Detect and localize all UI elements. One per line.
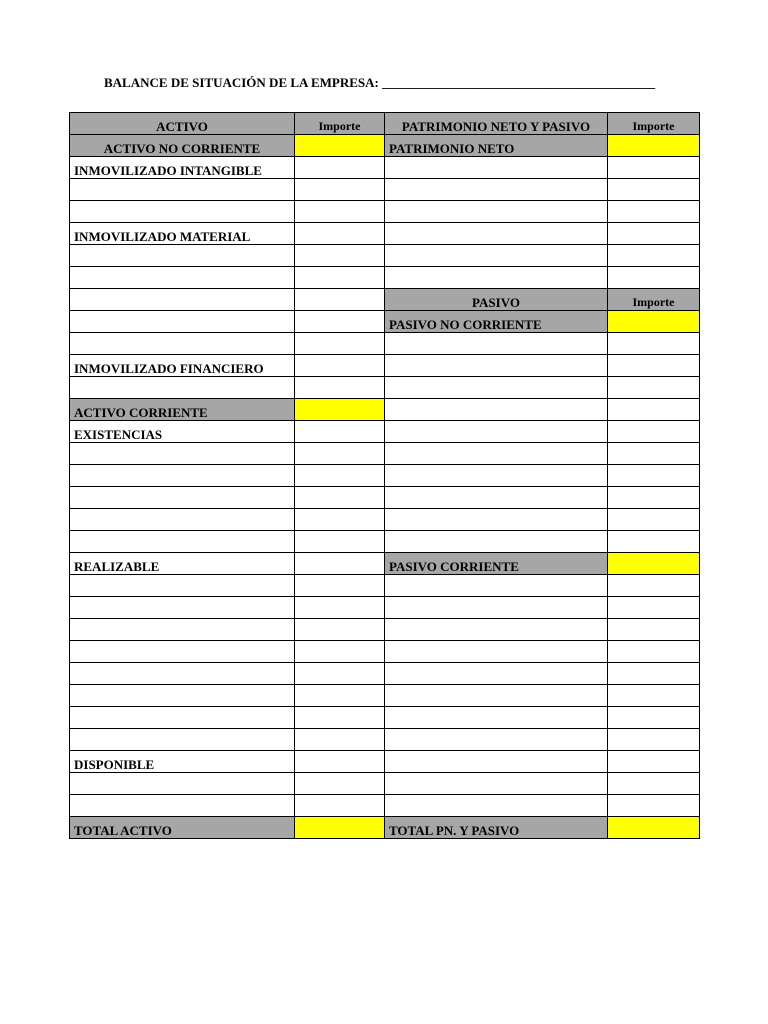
cell-empty[interactable] (70, 795, 295, 817)
cell-empty[interactable] (385, 531, 608, 553)
cell-empty[interactable] (295, 663, 385, 685)
cell-empty[interactable] (385, 487, 608, 509)
cell-empty[interactable] (608, 421, 700, 443)
cell-empty[interactable] (608, 641, 700, 663)
table-row (70, 245, 700, 267)
cell-empty[interactable] (608, 795, 700, 817)
cell-empty[interactable] (295, 443, 385, 465)
cell-empty[interactable] (295, 267, 385, 289)
cell-empty[interactable] (70, 201, 295, 223)
table-row (70, 113, 700, 135)
table-row (70, 135, 700, 157)
table-row (70, 355, 700, 377)
table-row (70, 795, 700, 817)
cell-empty[interactable] (385, 707, 608, 729)
table-row (70, 201, 700, 223)
cell-empty[interactable] (70, 707, 295, 729)
cell-empty[interactable] (295, 575, 385, 597)
table-row (70, 553, 700, 575)
cell-empty[interactable] (295, 201, 385, 223)
cell-empty[interactable] (608, 245, 700, 267)
cell-empty[interactable] (295, 355, 385, 377)
header-importe-pasivo: Importe (608, 289, 700, 311)
cell-empty[interactable] (385, 377, 608, 399)
table-row (70, 267, 700, 289)
importe-activo-corriente[interactable] (295, 399, 385, 421)
cell-empty[interactable] (608, 267, 700, 289)
cell-empty[interactable] (385, 267, 608, 289)
cell-empty[interactable] (295, 641, 385, 663)
section-activo-no-corriente: ACTIVO NO CORRIENTE (70, 135, 295, 157)
importe-patrimonio-neto[interactable] (608, 135, 700, 157)
cell-empty[interactable] (608, 751, 700, 773)
header-pasivo: PASIVO (385, 289, 608, 311)
label-disponible: DISPONIBLE (70, 751, 295, 773)
cell-empty[interactable] (70, 597, 295, 619)
cell-empty[interactable] (608, 509, 700, 531)
section-pasivo-no-corriente: PASIVO NO CORRIENTE (385, 311, 608, 333)
importe-activo-no-corriente[interactable] (295, 135, 385, 157)
label-existencias: EXISTENCIAS (70, 421, 295, 443)
cell-empty[interactable] (70, 465, 295, 487)
cell-empty[interactable] (608, 773, 700, 795)
cell-empty[interactable] (70, 575, 295, 597)
table-row (70, 377, 700, 399)
table-row (70, 509, 700, 531)
cell-empty[interactable] (608, 443, 700, 465)
cell-empty[interactable] (70, 333, 295, 355)
balance-table (69, 112, 700, 839)
cell-empty[interactable] (608, 179, 700, 201)
cell-empty[interactable] (385, 465, 608, 487)
cell-empty[interactable] (295, 773, 385, 795)
total-activo-importe[interactable] (295, 817, 385, 839)
table-row (70, 685, 700, 707)
cell-empty[interactable] (70, 487, 295, 509)
cell-empty[interactable] (385, 399, 608, 421)
table-row (70, 465, 700, 487)
cell-empty[interactable] (385, 157, 608, 179)
cell-empty[interactable] (608, 377, 700, 399)
label-realizable: REALIZABLE (70, 553, 295, 575)
cell-empty[interactable] (70, 179, 295, 201)
cell-empty[interactable] (70, 289, 295, 311)
cell-empty[interactable] (295, 157, 385, 179)
cell-empty[interactable] (385, 751, 608, 773)
label-inmovilizado-material: INMOVILIZADO MATERIAL (70, 223, 295, 245)
cell-empty[interactable] (385, 597, 608, 619)
cell-empty[interactable] (70, 267, 295, 289)
cell-empty[interactable] (295, 509, 385, 531)
table-row (70, 619, 700, 641)
cell-empty[interactable] (70, 685, 295, 707)
table-row (70, 179, 700, 201)
cell-empty[interactable] (608, 333, 700, 355)
header-importe-activo: Importe (295, 113, 385, 135)
cell-empty[interactable] (608, 685, 700, 707)
cell-empty[interactable] (608, 597, 700, 619)
cell-empty[interactable] (385, 663, 608, 685)
cell-empty[interactable] (385, 421, 608, 443)
cell-empty[interactable] (70, 619, 295, 641)
total-activo-label: TOTAL ACTIVO (70, 817, 295, 839)
cell-empty[interactable] (70, 531, 295, 553)
cell-empty[interactable] (295, 333, 385, 355)
cell-empty[interactable] (295, 553, 385, 575)
cell-empty[interactable] (385, 641, 608, 663)
cell-empty[interactable] (70, 641, 295, 663)
cell-empty[interactable] (70, 773, 295, 795)
cell-empty[interactable] (295, 531, 385, 553)
cell-empty[interactable] (385, 443, 608, 465)
table-row (70, 597, 700, 619)
cell-empty[interactable] (385, 179, 608, 201)
header-importe-pn: Importe (608, 113, 700, 135)
cell-empty[interactable] (295, 685, 385, 707)
cell-empty[interactable] (608, 619, 700, 641)
importe-pasivo-no-corriente[interactable] (608, 311, 700, 333)
cell-empty[interactable] (608, 465, 700, 487)
cell-empty[interactable] (70, 509, 295, 531)
cell-empty[interactable] (295, 421, 385, 443)
cell-empty[interactable] (608, 531, 700, 553)
table-row (70, 421, 700, 443)
cell-empty[interactable] (295, 795, 385, 817)
cell-empty[interactable] (385, 201, 608, 223)
cell-empty[interactable] (385, 619, 608, 641)
cell-empty[interactable] (608, 223, 700, 245)
label-inmovilizado-financiero: INMOVILIZADO FINANCIERO (70, 355, 295, 377)
cell-empty[interactable] (608, 355, 700, 377)
cell-empty[interactable] (608, 707, 700, 729)
cell-empty[interactable] (608, 157, 700, 179)
cell-empty[interactable] (385, 575, 608, 597)
total-pn-pasivo-importe[interactable] (608, 817, 700, 839)
table-row (70, 817, 700, 839)
cell-empty[interactable] (295, 729, 385, 751)
cell-empty[interactable] (385, 773, 608, 795)
table-row (70, 729, 700, 751)
table-row (70, 773, 700, 795)
table-row (70, 531, 700, 553)
page-title: BALANCE DE SITUACIÓN DE LA EMPRESA: __________________________________________ (104, 75, 656, 90)
cell-empty[interactable] (608, 487, 700, 509)
table-row (70, 487, 700, 509)
cell-empty[interactable] (295, 751, 385, 773)
section-activo-corriente: ACTIVO CORRIENTE (70, 399, 295, 421)
cell-empty[interactable] (608, 663, 700, 685)
label-inmovilizado-intangible: INMOVILIZADO INTANGIBLE (70, 157, 295, 179)
cell-empty[interactable] (70, 443, 295, 465)
cell-empty[interactable] (385, 729, 608, 751)
cell-empty[interactable] (295, 179, 385, 201)
cell-empty[interactable] (295, 223, 385, 245)
cell-empty[interactable] (295, 377, 385, 399)
cell-empty[interactable] (295, 311, 385, 333)
cell-empty[interactable] (70, 729, 295, 751)
table-row (70, 333, 700, 355)
table-row (70, 289, 700, 311)
cell-empty[interactable] (385, 795, 608, 817)
table-row (70, 157, 700, 179)
table-row (70, 399, 700, 421)
table-row (70, 575, 700, 597)
cell-empty[interactable] (608, 729, 700, 751)
cell-empty[interactable] (295, 597, 385, 619)
cell-empty[interactable] (385, 223, 608, 245)
section-pasivo-corriente: PASIVO CORRIENTE (385, 553, 608, 575)
header-pn-pasivo: PATRIMONIO NETO Y PASIVO (385, 113, 608, 135)
cell-empty[interactable] (385, 333, 608, 355)
cell-empty[interactable] (385, 355, 608, 377)
cell-empty[interactable] (608, 399, 700, 421)
cell-empty[interactable] (295, 245, 385, 267)
cell-empty[interactable] (385, 509, 608, 531)
table-row (70, 641, 700, 663)
cell-empty[interactable] (608, 201, 700, 223)
cell-empty[interactable] (608, 575, 700, 597)
cell-empty[interactable] (385, 245, 608, 267)
table-row (70, 707, 700, 729)
importe-pasivo-corriente[interactable] (608, 553, 700, 575)
cell-empty[interactable] (295, 707, 385, 729)
cell-empty[interactable] (70, 311, 295, 333)
cell-empty[interactable] (70, 245, 295, 267)
table-row (70, 443, 700, 465)
cell-empty[interactable] (70, 663, 295, 685)
cell-empty[interactable] (295, 619, 385, 641)
table-row (70, 311, 700, 333)
total-pn-pasivo-label: TOTAL PN. Y PASIVO (385, 817, 608, 839)
header-activo: ACTIVO (70, 113, 295, 135)
table-row (70, 223, 700, 245)
cell-empty[interactable] (70, 377, 295, 399)
section-patrimonio-neto: PATRIMONIO NETO (385, 135, 608, 157)
cell-empty[interactable] (295, 289, 385, 311)
table-row (70, 751, 700, 773)
cell-empty[interactable] (385, 685, 608, 707)
table-row (70, 663, 700, 685)
cell-empty[interactable] (295, 465, 385, 487)
cell-empty[interactable] (295, 487, 385, 509)
